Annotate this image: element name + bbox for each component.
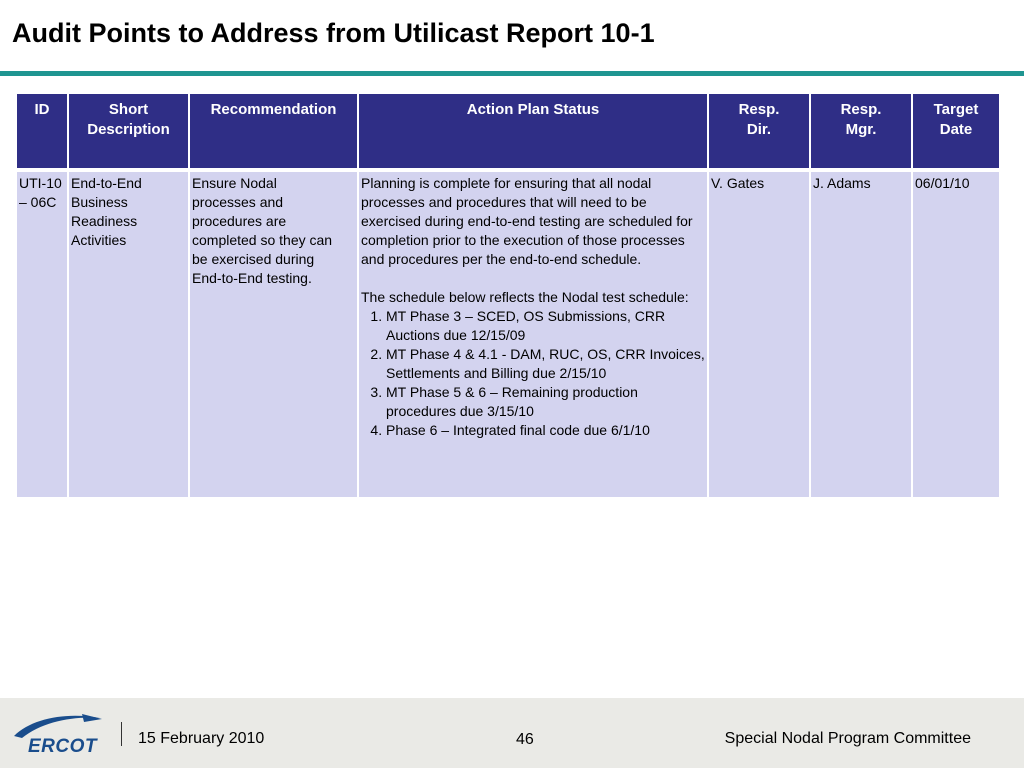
header-target-date: Target Date xyxy=(912,94,999,170)
title-divider xyxy=(0,71,1024,76)
cell-target-date: 06/01/10 xyxy=(912,170,999,497)
footer-committee: Special Nodal Program Committee xyxy=(724,730,971,747)
plan-paragraph-2: The schedule below reflects the Nodal test schedule: xyxy=(361,289,689,305)
table-header-row xyxy=(17,94,999,170)
list-item: 1. MT Phase 3 – SCED, OS Submissions, CRR Auctions due 12/15/09 xyxy=(386,307,705,345)
header-resp-mgr: Resp. Mgr. xyxy=(810,94,912,170)
audit-points-table xyxy=(17,94,999,497)
footer-divider xyxy=(121,722,122,746)
footer-date: 15 February 2010 xyxy=(138,730,265,747)
schedule-list xyxy=(361,307,705,440)
page-title: Audit Points to Address from Utilicast Report 10-1 xyxy=(12,18,655,48)
list-item: 3. MT Phase 5 & 6 – Remaining production procedures due 3/15/10 xyxy=(386,383,705,421)
list-item: 2. MT Phase 4 & 4.1 - DAM, RUC, OS, CRR Invoices, Settlements and Billing due 2/15/10 xyxy=(386,345,705,383)
footer-bar xyxy=(0,698,1024,768)
list-item: 4. Phase 6 – Integrated final code due 6/1/10 xyxy=(386,421,705,440)
cell-id: UTI-10 – 06C xyxy=(17,170,68,497)
header-recommendation: Recommendation xyxy=(189,94,358,170)
cell-short-description: End-to-End Business Readiness Activities xyxy=(68,170,189,497)
plan-paragraph-1: Planning is complete for ensuring that all nodal processes and procedures that will need to be exercised during end-to-end testing are scheduled for completion prior to the execution of those processes and procedures per the end-to-end schedule. xyxy=(361,175,693,267)
header-short-description: Short Description xyxy=(68,94,189,170)
page-number: 46 xyxy=(516,731,534,748)
cell-resp-mgr: J. Adams xyxy=(810,170,912,497)
table-row xyxy=(17,170,999,497)
header-id: ID xyxy=(17,94,68,170)
header-resp-dir: Resp. Dir. xyxy=(708,94,810,170)
cell-action-plan-status xyxy=(358,170,708,497)
header-action-plan-status: Action Plan Status xyxy=(358,94,708,170)
cell-resp-dir: V. Gates xyxy=(708,170,810,497)
ercot-logo xyxy=(12,710,104,757)
cell-recommendation: Ensure Nodal processes and procedures are completed so they can be exercised during End-to-End testing. xyxy=(189,170,358,497)
logo-text: ERCOT xyxy=(28,736,97,757)
